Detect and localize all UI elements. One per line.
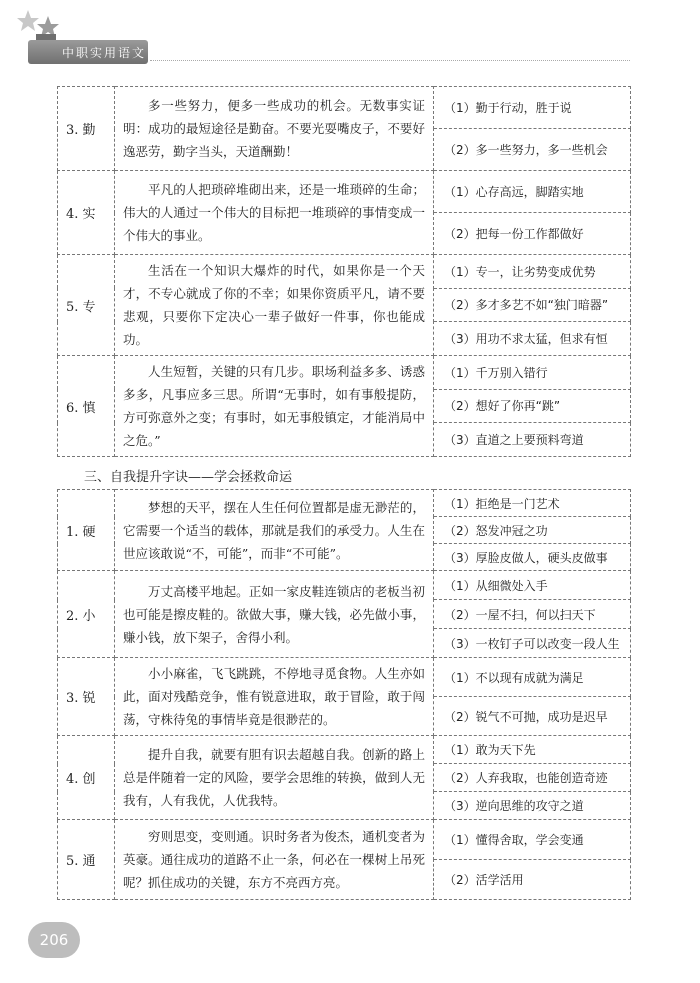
row-option: （2）人弃我取，也能创造奇迹 bbox=[434, 764, 631, 792]
row-option: （2）锐气不可抛，成功是迟早 bbox=[434, 697, 631, 736]
row-key: 5. 通 bbox=[58, 820, 115, 900]
row-option: （2）多一些努力，多一些机会 bbox=[434, 129, 631, 171]
row-option: （2）把每一份工作都做好 bbox=[434, 213, 631, 255]
row-option: （1）心存高远，脚踏实地 bbox=[434, 171, 631, 213]
row-option: （1）专一，让劣势变成优势 bbox=[434, 255, 631, 289]
header-title: 中职实用语文 bbox=[62, 46, 147, 60]
row-option: （3）一枚钉子可以改变一段人生 bbox=[434, 629, 631, 658]
row-option: （1）拒绝是一门艺术 bbox=[434, 490, 631, 517]
row-option: （1）不以现有成就为满足 bbox=[434, 658, 631, 697]
row-option: （2）多才多艺不如“独门暗器” bbox=[434, 288, 631, 322]
row-key: 4. 实 bbox=[58, 171, 115, 255]
row-key: 4. 创 bbox=[58, 736, 115, 820]
row-description: 生活在一个知识大爆炸的时代，如果你是一个天才，不专心就成了你的不幸；如果你资质平凡，请不要悲观，只要你下定决心一辈子做好一件事，你也能成功。 bbox=[115, 255, 434, 356]
row-option: （1）敢为天下先 bbox=[434, 736, 631, 764]
row-key: 3. 勤 bbox=[58, 87, 115, 171]
row-description: 平凡的人把琐碎堆砌出来，还是一堆琐碎的生命；伟大的人通过一个伟大的目标把一堆琐碎的事情变成一个伟大的事业。 bbox=[115, 171, 434, 255]
row-option: （3）逆向思维的攻守之道 bbox=[434, 792, 631, 820]
row-description: 小小麻雀，飞飞跳跳，不停地寻觅食物。人生亦如此，面对残酷竞争，惟有锐意进取，敢于冒险，敢于闯荡，守株待兔的事情毕竟是很渺茫的。 bbox=[115, 658, 434, 736]
row-description: 人生短暂，关键的只有几步。职场利益多多、诱惑多多，凡事应多三思。所谓“无事时，如有事般提防，方可弥意外之变；有事时，如无事般镇定，才能消局中之危。” bbox=[115, 356, 434, 457]
row-option: （1）懂得舍取，学会变通 bbox=[434, 820, 631, 860]
row-key: 6. 慎 bbox=[58, 356, 115, 457]
row-option: （2）一屋不扫，何以扫天下 bbox=[434, 600, 631, 629]
table-work-principles bbox=[57, 86, 631, 457]
row-key: 3. 锐 bbox=[58, 658, 115, 736]
row-key: 2. 小 bbox=[58, 571, 115, 658]
row-description: 提升自我，就要有胆有识去超越自我。创新的路上总是伴随着一定的风险，要学会思维的转换，做到人无我有，人有我优，人优我特。 bbox=[115, 736, 434, 820]
row-description: 多一些努力，便多一些成功的机会。无数事实证明：成功的最短途径是勤奋。不要光耍嘴皮子，不要好逸恶劳，勤字当头，天道酬勤！ bbox=[115, 87, 434, 171]
table-self-improvement bbox=[57, 489, 631, 900]
page-number: 206 bbox=[28, 922, 80, 958]
header-divider bbox=[150, 60, 630, 61]
row-option: （3）用功不求太猛，但求有恒 bbox=[434, 322, 631, 356]
row-option: （2）怒发冲冠之功 bbox=[434, 517, 631, 544]
row-option: （1）千万别入错行 bbox=[434, 356, 631, 390]
row-description: 穷则思变，变则通。识时务者为俊杰，通机变者为英豪。通往成功的道路不止一条，何必在一棵树上吊死呢？抓住成功的关键，东方不亮西方亮。 bbox=[115, 820, 434, 900]
page-header bbox=[0, 0, 700, 70]
row-description: 万丈高楼平地起。正如一家皮鞋连锁店的老板当初也可能是擦皮鞋的。欲做大事，赚大钱，必先做小事，赚小钱，放下架子，舍得小利。 bbox=[115, 571, 434, 658]
row-option: （2）想好了你再“跳” bbox=[434, 389, 631, 423]
row-option: （1）勤于行动，胜于说 bbox=[434, 87, 631, 129]
row-option: （2）活学活用 bbox=[434, 860, 631, 900]
section-title: 三、自我提升字诀——学会拯救命运 bbox=[84, 470, 293, 485]
row-description: 梦想的天平，摆在人生任何位置都是虚无渺茫的，它需要一个适当的载体，那就是我们的承受力。人生在世应该敢说“不，可能”，而非“不可能”。 bbox=[115, 490, 434, 571]
row-key: 5. 专 bbox=[58, 255, 115, 356]
row-option: （3）厚脸皮做人，硬头皮做事 bbox=[434, 544, 631, 571]
row-option: （1）从细微处入手 bbox=[434, 571, 631, 600]
row-key: 1. 硬 bbox=[58, 490, 115, 571]
row-option: （3）直道之上要预料弯道 bbox=[434, 423, 631, 457]
